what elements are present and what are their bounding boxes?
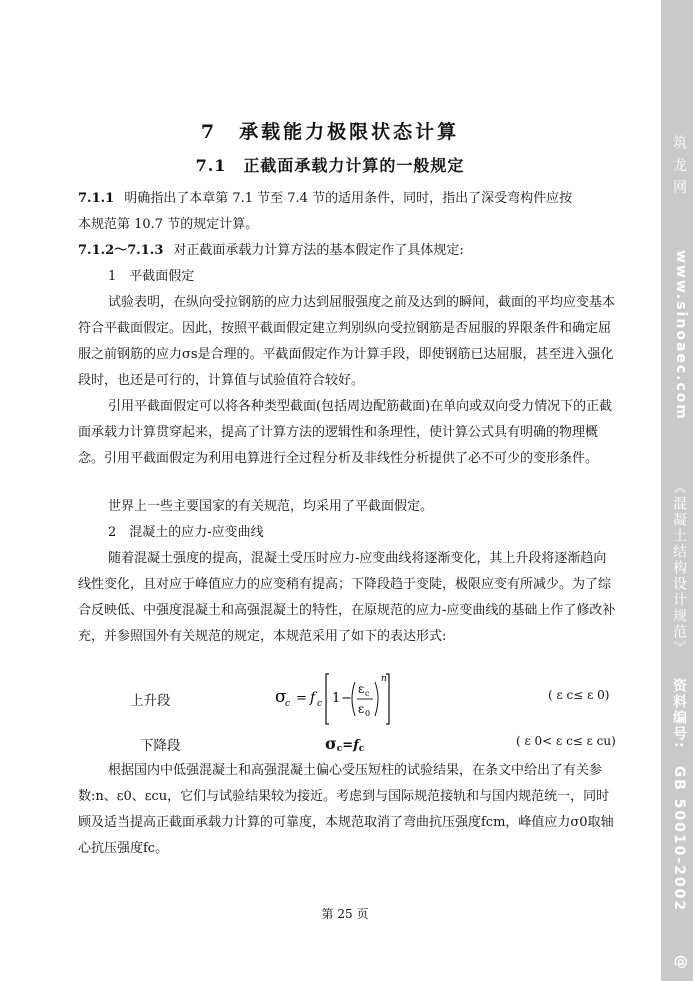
- fall-formula: $\sigma_c=f_c$: [325, 734, 365, 754]
- clause-7-1-1: [78, 186, 616, 238]
- rise-formula-svg: [272, 668, 402, 728]
- item-2-heading: 2 混凝土的应力-应变曲线: [108, 525, 264, 540]
- after-para-1: 根据国内中低强混凝土和高强混凝土偏心受压短柱的试验结果，在条文中给出了有关参数:n、ε0、εcu，它们与试验结果较为接近。考虑到与国际规范接轨和与国内规范统一，同时顾及适当提高正截面承载力计算的可靠度，本规范取消了弯曲抗压强度fcm，峰值应力σ0取轴心抗压强度fc。: [78, 763, 614, 856]
- svg-text:c: c: [365, 689, 370, 698]
- sidebar-doc-code: 资料编号: GB 50010-2002: [671, 678, 687, 913]
- section-title: 7.1 正截面承载力计算的一般规定: [195, 156, 465, 175]
- sidebar-book-title: 《混凝土结构设计规范》: [671, 480, 687, 656]
- clause-number: 7.1.2～7.1.3: [78, 243, 164, 258]
- clause-text-cont: 本规范第 10.7 节的规定计算。: [78, 217, 259, 232]
- svg-text:−: −: [341, 691, 352, 706]
- item-1-para-1: 试验表明，在纵向受拉钢筋的应力达到屈服强度之前及达到的瞬间，截面的平均应变基本符合平截面假定。因此，按照平截面假定建立判别纵向受拉钢筋是否屈服的界限条件和确定屈服之前钢筋的应力σs是合理的。平截面假定作为计算手段，即使钢筋已达屈服，甚至进入强化段时，也还是可行的，计算值与试验值符合较好。: [78, 295, 616, 388]
- fall-label: 下降段: [140, 738, 181, 754]
- svg-text:f: f: [310, 690, 316, 706]
- sidebar-mark: @: [673, 955, 689, 971]
- svg-text:ε: ε: [358, 682, 365, 696]
- clause-number: 7.1.1: [78, 191, 115, 206]
- fall-condition: ( ε 0< ε c≤ ε cu): [516, 734, 616, 748]
- svg-text:c: c: [285, 699, 291, 709]
- clause-text: 明确指出了本章第 7.1 节至 7.4 节的适用条件，同时，指出了深受弯构件应按: [124, 191, 573, 206]
- rise-condition: ( ε c≤ ε 0): [548, 688, 610, 702]
- item-2-para-1: 随着混凝土强度的提高，混凝土受压时应力-应变曲线将逐渐变化，其上升段将逐渐趋向线性变化，且对应于峰值应力的应变稍有提高；下降段趋于变陡，极限应变有所减少。为了综合反映低、中强度混凝土和高强混凝土的特性，在原规范的应力-应变曲线的基础上作了修改补充，并参照国外有关规范的规定，本规范采用了如下的表达形式:: [78, 551, 616, 644]
- item-1-heading: 1 平截面假定: [108, 269, 195, 284]
- svg-text:=: =: [296, 691, 307, 706]
- svg-text:σ: σ: [275, 687, 287, 707]
- rise-label: 上升段: [130, 693, 171, 709]
- clause-7-1-2: [78, 238, 616, 264]
- svg-text:c: c: [317, 699, 323, 709]
- sidebar-site-name: 筑 龙 网: [671, 135, 687, 196]
- rise-formula: [272, 668, 402, 732]
- item-1-para-2: 引用平截面假定可以将各种类型截面(包括周边配筋截面)在单向或双向受力情况下的正截面承载力计算贯穿起来，提高了计算方法的逻辑性和条理性，使计算公式具有明确的物理概念。引用平截面假定为利用电算进行全过程分析及非线性分析提供了必不可少的变形条件。: [78, 399, 613, 466]
- svg-text:1: 1: [332, 691, 341, 706]
- right-sidebar: [661, 0, 693, 981]
- chapter-title: 7 承载能力极限状态计算: [200, 121, 460, 143]
- sidebar-url: www.sinoaec.com: [673, 250, 689, 422]
- page-number: 第 25 页: [321, 907, 369, 921]
- item-1-para-3: 世界上一些主要国家的有关规范，均采用了平截面假定。: [108, 499, 434, 514]
- svg-text:n: n: [381, 674, 387, 684]
- svg-text:ε: ε: [358, 702, 365, 716]
- clause-text: 对正截面承载力计算方法的基本假定作了具体规定:: [173, 243, 464, 258]
- svg-text:0: 0: [365, 709, 371, 718]
